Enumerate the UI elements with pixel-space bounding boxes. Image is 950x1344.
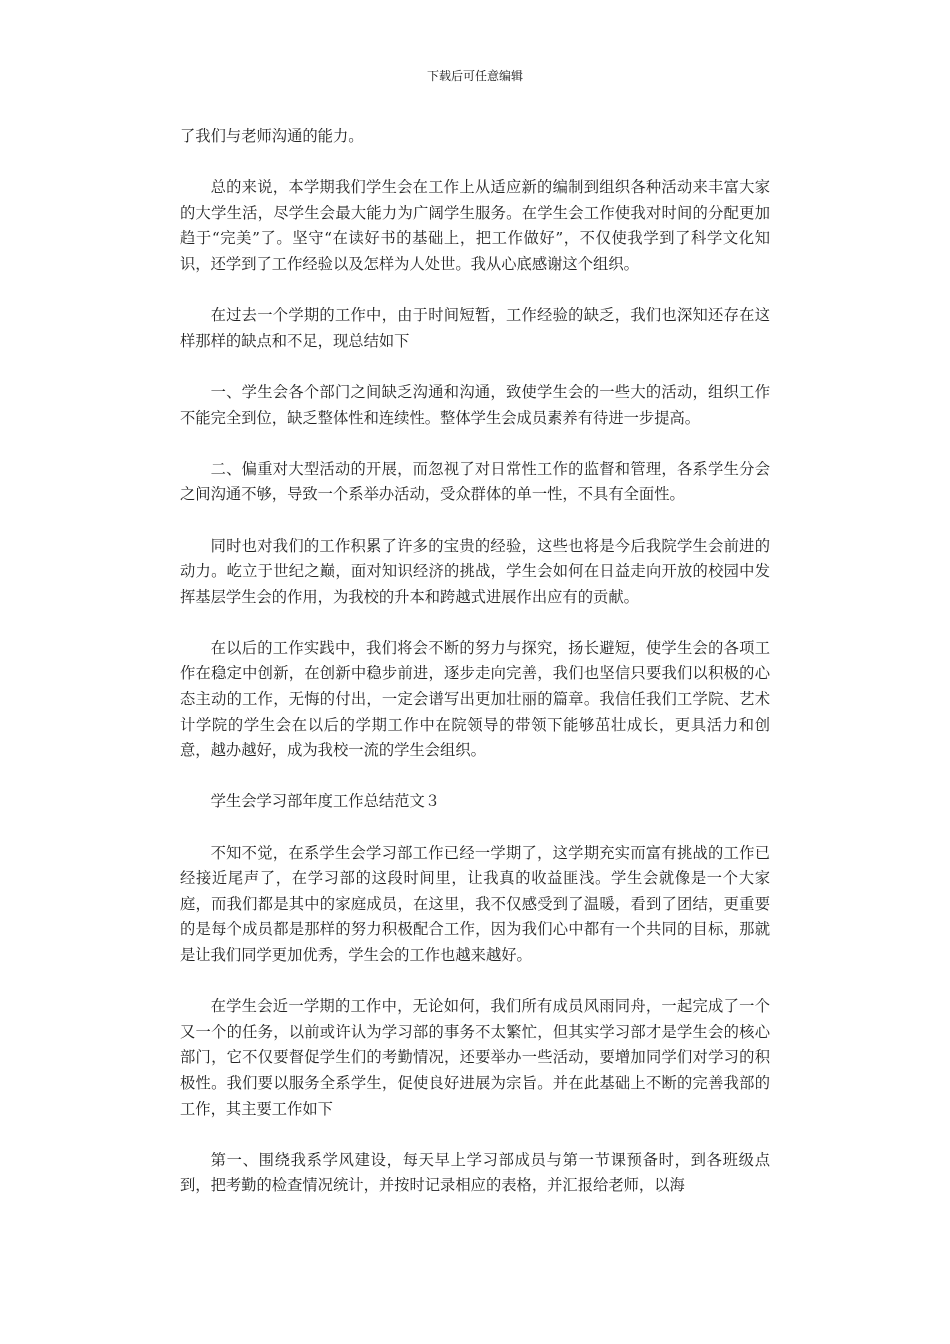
paragraph: 不知不觉，在系学生会学习部工作已经一学期了，这学期充实而富有挑战的工作已经接近尾声了，在学习部的这段时间里，让我真的收益匪浅。学生会就像是一个大家庭，而我们都是其中的家庭成员，在这里，我不仅感受到了温暖，看到了团结，更重要的是每个成员都是那样的努力积极配合工作，因为我们心中都有一个共同的目标，那就是让我们同学更加优秀，学生会的工作也越来越好。 xyxy=(180,843,770,964)
document-body xyxy=(180,124,770,1225)
paragraph: 总的来说，本学期我们学生会在工作上从适应新的编制到组织各种活动来丰富大家的大学生活，尽学生会最大能力为广阔学生服务。在学生会工作使我对时间的分配更加趋于“完美”了。坚守“在读好书的基础上，把工作做好”，不仅使我学到了科学文化知识，还学到了工作经验以及怎样为人处世。我从心底感谢这个组织。 xyxy=(180,178,770,273)
paragraph: 在以后的工作实践中，我们将会不断的努力与探究，扬长避短，使学生会的各项工作在稳定中创新，在创新中稳步前进，逐步走向完善，我们也坚信只要我们以积极的心态主动的工作，无悔的付出，一定会谱写出更加壮丽的篇章。我信任我们工学院、艺术计学院的学生会在以后的学期工作中在院领导的带领下能够茁壮成长，更具活力和创意，越办越好，成为我校一流的学生会组织。 xyxy=(180,638,770,760)
paragraph: 二、偏重对大型活动的开展，而忽视了对日常性工作的监督和管理，各系学生分会之间沟通不够，导致一个系举办活动，受众群体的单一性，不具有全面性。 xyxy=(180,459,770,504)
paragraph: 在学生会近一学期的工作中，无论如何，我们所有成员风雨同舟，一起完成了一个又一个的任务，以前或许认为学习部的事务不太繁忙，但其实学习部才是学生会的核心部门，它不仅要督促学生们的考勤情况，还要举办一些活动，要增加同学们对学习的积极性。我们要以服务全系学生，促使良好进展为宗旨。并在此基础上不断的完善我部的工作，其主要工作如下 xyxy=(180,997,770,1118)
paragraph: 一、学生会各个部门之间缺乏沟通和沟通，致使学生会的一些大的活动，组织工作不能完全到位，缺乏整体性和连续性。整体学生会成员素养有待进一步提高。 xyxy=(180,382,770,427)
section-heading: 学生会学习部年度工作总结范文３ xyxy=(210,792,441,811)
paragraph: 同时也对我们的工作积累了许多的宝贵的经验，这些也将是今后我院学生会前进的动力。屹立于世纪之巅，面对知识经济的挑战，学生会如何在日益走向开放的校园中发挥基层学生会的作用，为我校的升本和跨越式进展作出应有的贡献。 xyxy=(180,536,770,606)
page-header: 下载后可任意编辑 xyxy=(426,69,523,83)
paragraph-continuation: 了我们与老师沟通的能力。 xyxy=(180,127,364,145)
paragraph: 第一、围绕我系学风建设，每天早上学习部成员与第一节课预备时，到各班级点到，把考勤的检查情况统计，并按时记录相应的表格，并汇报给老师，以海 xyxy=(180,1150,770,1195)
paragraph: 在过去一个学期的工作中，由于时间短暂，工作经验的缺乏，我们也深知还存在这样那样的缺点和不足，现总结如下 xyxy=(180,306,770,350)
